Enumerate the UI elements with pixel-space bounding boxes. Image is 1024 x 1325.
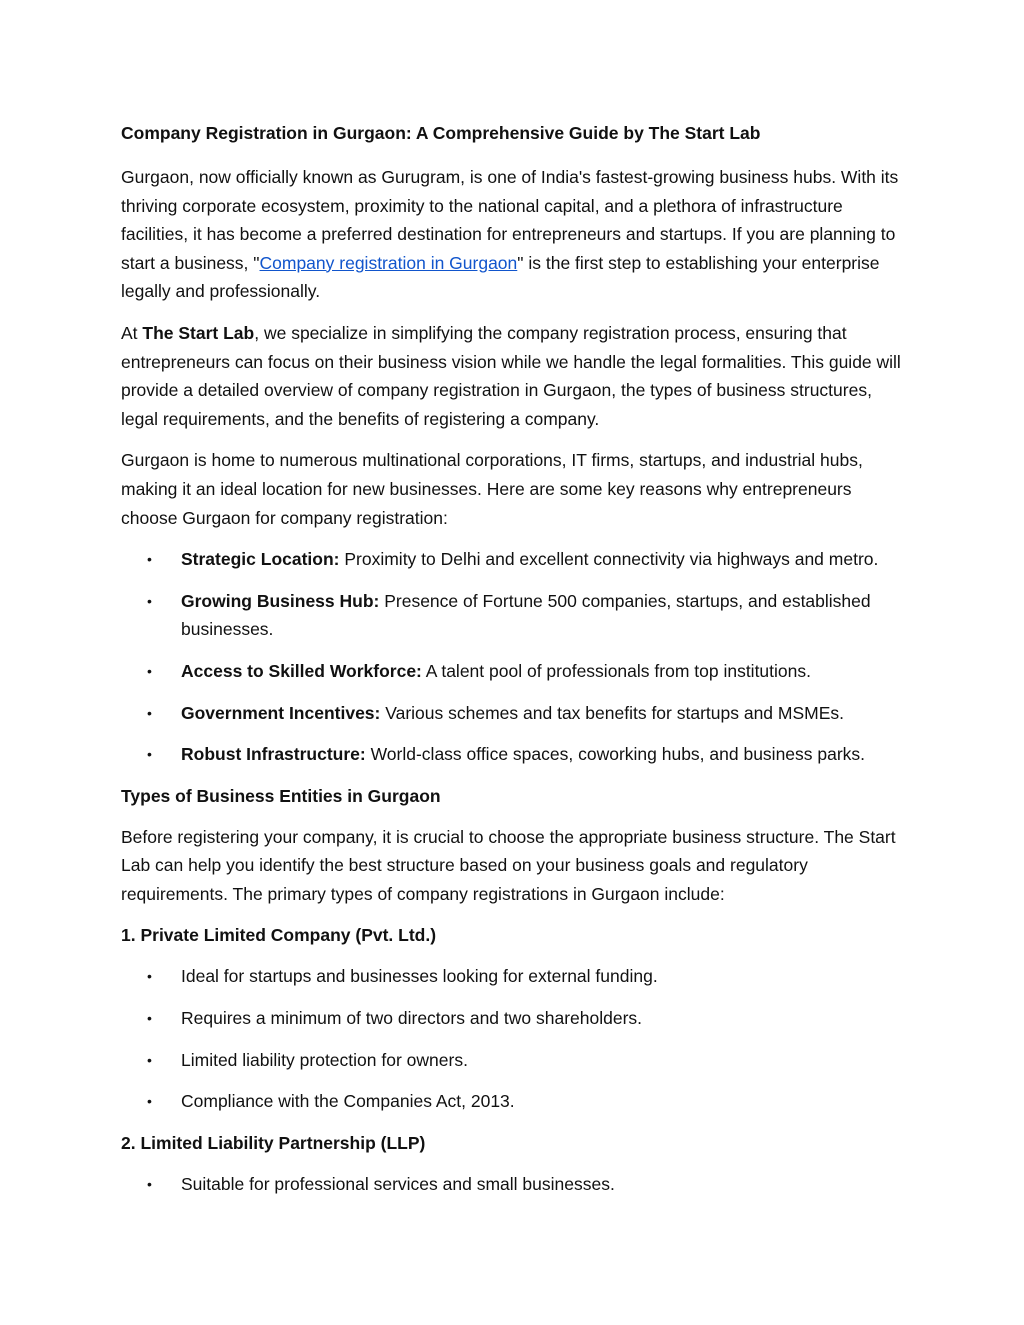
llp-heading: 2. Limited Liability Partnership (LLP) [121, 1132, 426, 1153]
bullet-icon: • [147, 592, 152, 609]
reasons-list [121, 545, 907, 769]
bullet-icon: • [147, 1051, 152, 1068]
p2-post: , we specialize in simplifying the company registration process, ensuring that entrepreneurs can focus on their business vision while we handle the legal formalities. This guide will provide a detailed overview of company registration in Gurgaon, the types of business structures, legal requirements, and the benefits of registering a company. [121, 322, 901, 429]
list-item [121, 962, 907, 991]
list-item [121, 1046, 907, 1075]
bullet-icon: • [147, 1093, 152, 1110]
bullet-icon: • [147, 1010, 152, 1027]
gurgaon-paragraph: Gurgaon is home to numerous multinational corporations, IT firms, startups, and industrial hubs, making it an ideal location for new businesses. Here are some key reasons why entrepreneurs choose Gurgaon for company registration: [121, 450, 863, 528]
bullet-icon: • [147, 551, 152, 568]
reason-label: Strategic Location: [181, 549, 340, 570]
llp-item-text: Suitable for professional services and small businesses. [181, 1173, 615, 1194]
bullet-icon: • [147, 968, 152, 985]
reason-label: Growing Business Hub: [181, 590, 380, 611]
document-title: Company Registration in Gurgaon: A Comprehensive Guide by The Start Lab [121, 123, 761, 143]
list-item [121, 1170, 907, 1199]
intro-paragraph [121, 163, 907, 306]
reason-text: Presence of Fortune 500 companies, startups, and established businesses. [181, 590, 871, 640]
list-item [121, 740, 907, 769]
reason-label: Access to Skilled Workforce: [181, 660, 422, 681]
list-item [121, 545, 907, 574]
intro-text-2: " is the first step to establishing your enterprise legally and professionally. [121, 252, 880, 302]
llp-list [121, 1170, 907, 1199]
list-item [121, 657, 907, 686]
bullet-icon: • [147, 662, 152, 679]
intro-text-1: Gurgaon, now officially known as Gurugram, is one of India's fastest-growing business hubs. With its thriving corporate ecosystem, proximity to the national capital, and a plethora of infrastructure facilities, it has become a preferred destination for entrepreneurs and startups. If you are planning to start a business, " [121, 167, 899, 273]
pvt-item-text: Requires a minimum of two directors and two shareholders. [181, 1008, 643, 1029]
reason-text: Various schemes and tax benefits for startups and MSMEs. [380, 702, 845, 723]
document-content [121, 119, 907, 1211]
list-item [121, 699, 907, 728]
types-heading: Types of Business Entities in Gurgaon [121, 785, 441, 806]
bullet-icon: • [147, 746, 152, 763]
reason-text: A talent pool of professionals from top institutions. [421, 660, 811, 681]
pvt-item-text: Compliance with the Companies Act, 2013. [181, 1091, 515, 1112]
list-item [121, 1087, 907, 1116]
reason-label: Government Incentives: [181, 702, 381, 723]
list-item [121, 1004, 907, 1033]
list-item [121, 587, 907, 644]
reason-text: Proximity to Delhi and excellent connectivity via highways and metro. [339, 549, 879, 570]
bullet-icon: • [147, 704, 152, 721]
reason-label: Robust Infrastructure: [181, 744, 366, 765]
company-registration-link[interactable]: Company registration in Gurgaon [259, 252, 518, 273]
p2-pre: At [121, 322, 143, 343]
pvt-ltd-list [121, 962, 907, 1115]
start-lab-name: The Start Lab [142, 322, 255, 343]
reason-text: World-class office spaces, coworking hubs, and business parks. [365, 744, 866, 765]
start-lab-paragraph [121, 319, 907, 433]
types-intro-paragraph: Before registering your company, it is crucial to choose the appropriate business structure. The Start Lab can help you identify the best structure based on your business goals and regulatory requirements. The primary types of company registrations in Gurgaon include: [121, 826, 896, 904]
pvt-item-text: Ideal for startups and businesses looking for external funding. [181, 966, 658, 987]
pvt-item-text: Limited liability protection for owners. [181, 1049, 468, 1070]
bullet-icon: • [147, 1175, 152, 1192]
pvt-ltd-heading: 1. Private Limited Company (Pvt. Ltd.) [121, 925, 437, 946]
